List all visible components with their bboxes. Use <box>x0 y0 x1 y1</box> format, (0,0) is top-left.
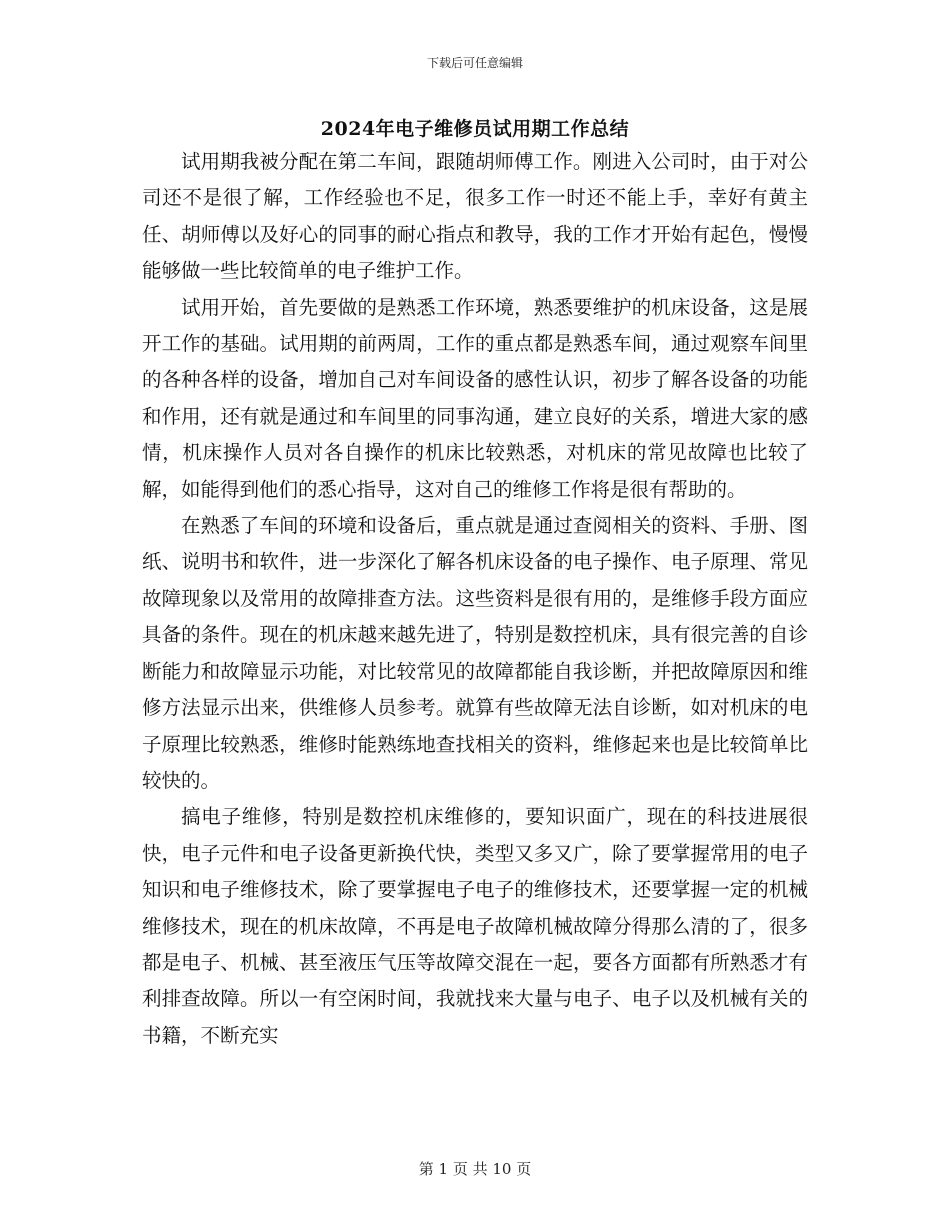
document-body <box>142 144 808 1054</box>
paragraph: 试用期我被分配在第二车间，跟随胡师傅工作。刚进入公司时，由于对公司还不是很了解，工作经验也不足，很多工作一时还不能上手，幸好有黄主任、胡师傅以及好心的同事的耐心指点和教导，我的工作才开始有起色，慢慢能够做一些比较简单的电子维护工作。 <box>142 150 808 283</box>
page-header-note: 下载后可任意编辑 <box>426 56 523 70</box>
paragraph: 在熟悉了车间的环境和设备后，重点就是通过查阅相关的资料、手册、图纸、说明书和软件，进一步深化了解各机床设备的电子操作、电子原理、常见故障现象以及常用的故障排查方法。这些资料是很有用的，是维修手段方面应具备的条件。现在的机床越来越先进了，特别是数控机床，具有很完善的自诊断能力和故障显示功能，对比较常见的故障都能自我诊断，并把故障原因和维修方法显示出来，供维修人员参考。就算有些故障无法自诊断，如对机床的电子原理比较熟悉，维修时能熟练地查找相关的资料，维修起来也是比较简单比较快的。 <box>142 514 808 792</box>
page-number: 第 1 页 共 10 页 <box>418 1160 532 1178</box>
paragraph: 搞电子维修，特别是数控机床维修的，要知识面广，现在的科技进展很快，电子元件和电子设备更新换代快，类型又多又广，除了要掌握常用的电子知识和电子维修技术，除了要掌握电子电子的维修技术，还要掌握一定的机械维修技术，现在的机床故障，不再是电子故障机械故障分得那么清的了，很多都是电子、机械、甚至液压气压等故障交混在一起，要各方面都有所熟悉才有利排查故障。所以一有空闲时间，我就找来大量与电子、电子以及机械有关的书籍，不断充实 <box>142 805 808 1047</box>
paragraph: 试用开始，首先要做的是熟悉工作环境，熟悉要维护的机床设备，这是展开工作的基础。试用期的前两周，工作的重点都是熟悉车间，通过观察车间里的各种各样的设备，增加自己对车间设备的感性认识，初步了解各设备的功能和作用，还有就是通过和车间里的同事沟通，建立良好的关系，增进大家的感情，机床操作人员对各自操作的机床比较熟悉，对机床的常见故障也比较了解，如能得到他们的悉心指导，这对自己的维修工作将是很有帮助的。 <box>142 295 808 501</box>
document-title: 2024年电子维修员试用期工作总结 <box>320 118 630 140</box>
